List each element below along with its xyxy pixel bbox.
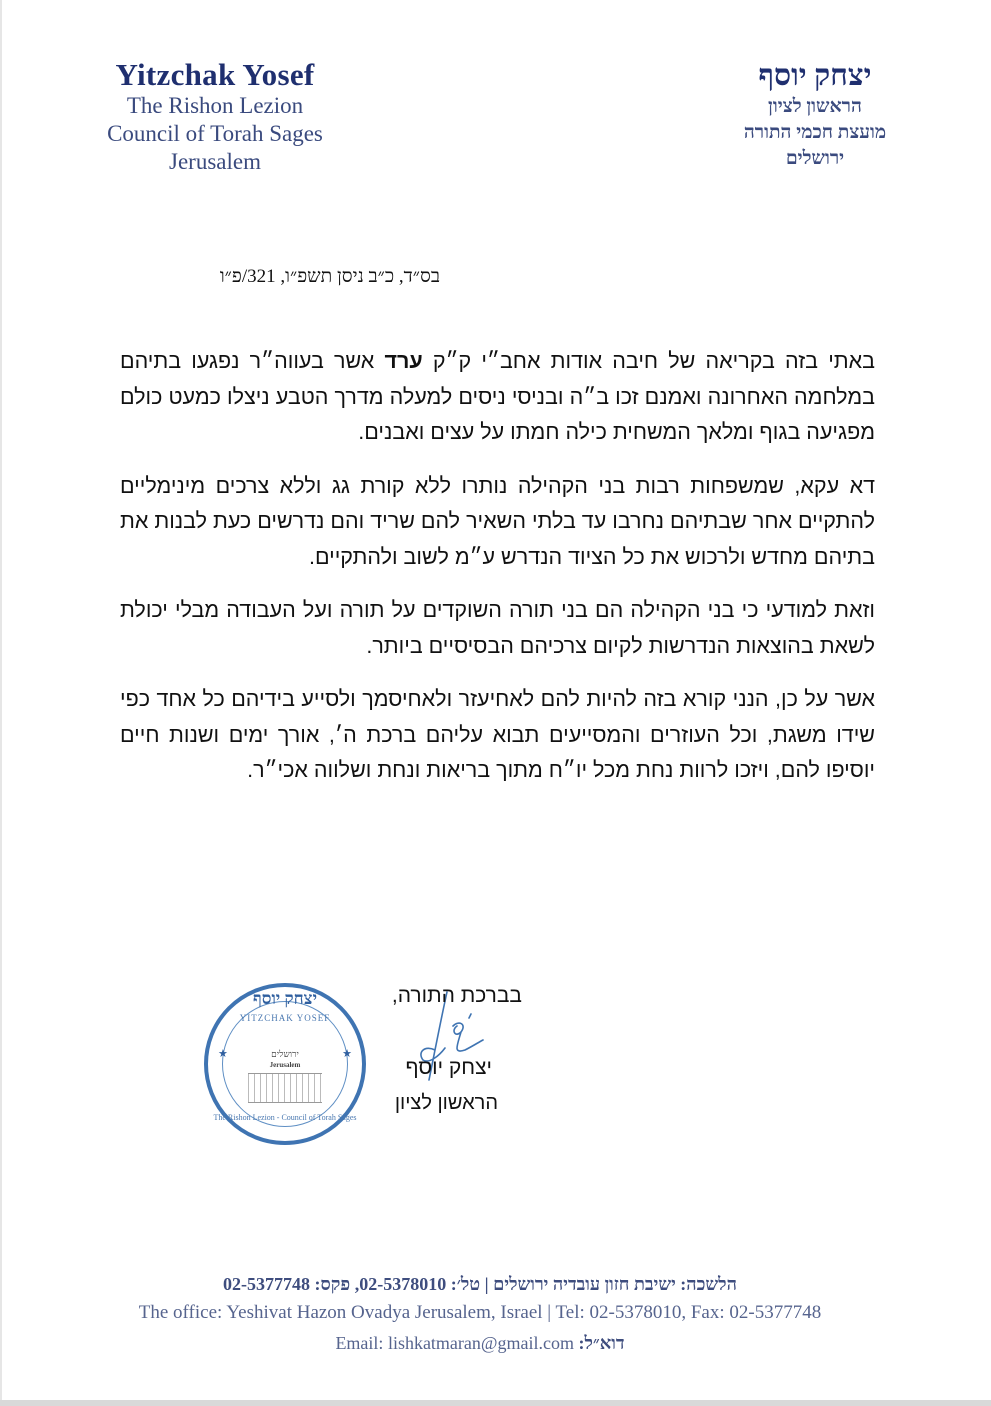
star-icon: ★ (342, 1048, 352, 1060)
letter-body (120, 344, 875, 807)
letterhead-city-en: Jerusalem (169, 149, 261, 174)
date-line: בס״ד, כ״ב ניסן תשפ״ו, 321/פ״ו (219, 266, 440, 287)
letterhead-name-en: Yitzchak Yosef (115, 57, 315, 92)
stamp-name-he: יצחק יוסף (252, 989, 318, 1008)
letterhead-hebrew (710, 58, 920, 172)
footer-english-address: The office: Yeshivat Hazon Ovadya Jerusalem, Israel | Tel: 02-5378010, Fax: 02-5377748 (138, 1302, 822, 1323)
page-edge (0, 0, 2, 1406)
footer (40, 1270, 920, 1358)
stamp-city-he: ירושלים (271, 1049, 299, 1059)
letterhead-name-he: יצחק יוסף (758, 59, 872, 92)
letterhead-title-he: הראשון לציון (768, 96, 862, 117)
footer-hebrew-address: הלשכה: ישיבת חזון עובדיה ירושלים | טל׳: 02-5378010, פקס: 02-5377748 (223, 1274, 737, 1294)
star-icon: ★ (218, 1048, 228, 1060)
paragraph-1-start: באתי בזה בקריאה של חיבה אודות אחב״י ק״ק (422, 349, 875, 373)
letterhead-council-he: מועצת חכמי התורה (743, 122, 887, 143)
building-icon (248, 1073, 322, 1103)
letterhead-title-en: The Rishon Lezion (126, 93, 304, 118)
letterhead-english (70, 58, 360, 176)
paragraph-1-end: אשר בעווה״ר נפגעו בתיהם במלחמה האחרונה ואמנם זכו ב״ה ובניסי ניסים למעלה מדרך הטבע ניצלו כמעט כולם מפגיעה בגוף ומלאך המשחית כילה חמתו על עצים ואבנים. (120, 349, 875, 444)
paragraph-3: וזאת למודעי כי בני הקהילה הם בני תורה השוקדים על תורה ועל העבודה מבלי יכולת לשאת בהוצאות הנדרשות לקיום צרכיהם הבסיסיים ביותר. (120, 598, 875, 658)
paragraph-4: אשר על כן, הנני קורא בזה להיות להם לאחיעזר ולאחיסמך ולסייע בידיהם כל אחד כפי שידו משגת, וכל העוזרים והמסייעים תבוא עליהם ברכת ה׳, אורך ימים ושנות חיים יוסיפו להם, ויזכו לרוות נחת מכל יו״ח מתוך בריאות ונחת ושלווה אכי״ר. (120, 687, 875, 782)
footer-email-line (40, 1328, 920, 1358)
letterhead-city-he: ירושלים (785, 148, 845, 169)
stamp-city-en: Jerusalem (269, 1061, 301, 1069)
signer-title: הראשון לציון (394, 1092, 498, 1114)
letterhead-council-en: Council of Torah Sages (107, 121, 323, 146)
page-edge-bottom (0, 1400, 991, 1406)
closing-greeting: בברכת התורה, (391, 984, 522, 1007)
email-label-he: דוא״ל: (578, 1333, 625, 1353)
stamp-ring-text: The Rishon Lezion - Council of Torah Sages (213, 1113, 357, 1122)
signer-name: יצחק יוסף (405, 1056, 492, 1079)
email-address[interactable]: lishkatmaran@gmail.com (387, 1333, 574, 1353)
email-label-en: Email: (335, 1333, 384, 1353)
paragraph-1 (120, 344, 875, 451)
stamp-name-en: YITZCHAK YOSEF (239, 1013, 331, 1023)
paragraph-2: דא עקא, שמשפחות רבות בני הקהילה נותרו ללא קורת גג וללא צרכים מינימליים להתקיים אחר שבתיהם נחרבו עד בלתי השאיר להם שריד והם נדרשים כעת לבנות את בתיהם מחדש ולרכוש את כל הציוד הנדרש ע״מ לשוב ולהתקיים. (120, 473, 875, 569)
city-name-bold: ערד (384, 349, 423, 373)
official-stamp (204, 983, 366, 1145)
